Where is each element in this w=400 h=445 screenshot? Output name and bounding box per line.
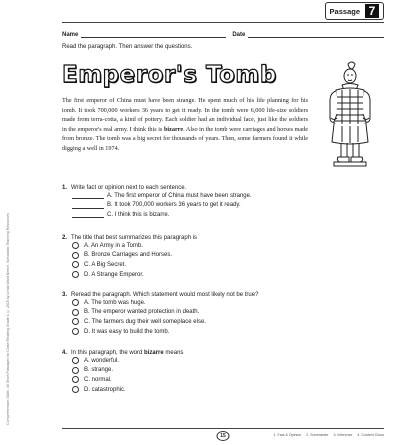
question-number: 1. — [62, 185, 68, 191]
skill-label: 4. Context Clues — [357, 433, 384, 437]
answer-option[interactable] — [72, 317, 384, 327]
passage-line: individual face, just like the soldiers in the emperor's real army. — [62, 116, 309, 133]
skills-list — [270, 433, 385, 437]
answer-option[interactable] — [72, 298, 384, 308]
question-number: 3. — [62, 292, 68, 298]
option-text: A. The first emperor of China must have been strange. — [107, 192, 252, 199]
date-blank[interactable] — [248, 31, 384, 38]
page-number: 15 — [217, 431, 230, 441]
option-text: B. Bronze Carriages and Horses. — [84, 252, 173, 259]
answer-blank[interactable] — [72, 202, 104, 209]
option-text: D. catastrophic. — [84, 386, 126, 393]
passage-number: 7 — [365, 4, 379, 18]
answer-option[interactable] — [72, 375, 384, 385]
passage-line: . Also in the tomb were carriages and horses — [183, 125, 293, 133]
passage-line: made from bronze. The tomb was a big secret for thousands of — [62, 125, 309, 143]
radio-button[interactable] — [72, 299, 79, 306]
passage-line: much of his life planning for his tomb. It took 700,000 workers — [62, 97, 308, 114]
answer-option[interactable] — [72, 270, 384, 280]
answer-option[interactable] — [72, 251, 384, 261]
question-stem: means — [163, 350, 184, 356]
header-rule — [62, 22, 384, 23]
page-footer — [62, 428, 384, 440]
name-label: Name — [62, 32, 79, 38]
radio-button[interactable] — [72, 309, 79, 316]
question-1 — [62, 185, 384, 220]
question-3 — [62, 292, 384, 336]
bold-word-bizarre: bizarre — [163, 125, 184, 133]
option-text: B. strange. — [84, 367, 114, 374]
passage-line: made from terra-cotta, a kind of pottery. Each soldier had an — [62, 116, 215, 124]
question-4 — [62, 350, 384, 394]
radio-button[interactable] — [72, 242, 79, 249]
skill-label: 3. Inference — [333, 433, 353, 437]
question-stem: Reread the paragraph. Which statement would most likely not be true? — [71, 292, 259, 298]
answer-option — [72, 201, 384, 211]
answer-option[interactable] — [72, 241, 384, 251]
radio-button[interactable] — [72, 318, 79, 325]
question-number: 2. — [62, 235, 68, 241]
skill-label: 2. Summarize — [306, 433, 329, 437]
passage-line: 36 years to get it ready. In the tomb were 6,000 life-size soldiers — [141, 106, 308, 114]
radio-button[interactable] — [72, 357, 79, 364]
radio-button[interactable] — [72, 376, 79, 383]
passage-line: years. Then, some farmers found it while digging a well in 1974. — [62, 135, 308, 152]
radio-button[interactable] — [72, 252, 79, 259]
radio-button[interactable] — [72, 261, 79, 268]
passage-paragraph — [62, 96, 308, 154]
answer-blank[interactable] — [72, 211, 104, 218]
terracotta-soldier-illustration — [322, 60, 378, 168]
radio-button[interactable] — [72, 386, 79, 393]
option-text: A. The tomb was huge. — [84, 299, 146, 306]
question-2 — [62, 235, 384, 279]
passage-line: The first emperor of China must have been strange. He spent — [62, 97, 221, 104]
option-text: D. It was easy to build the tomb. — [84, 328, 170, 335]
question-stem: Write fact or opinion next to each sentence. — [71, 185, 187, 191]
passage-tab — [325, 2, 384, 20]
radio-button[interactable] — [72, 367, 79, 374]
answer-option[interactable] — [72, 366, 384, 376]
bold-word-bizarre: bizarre — [144, 350, 164, 356]
question-stem: The title that best summarizes this paragraph is — [71, 235, 198, 241]
date-label: Date — [232, 32, 246, 38]
radio-button[interactable] — [72, 271, 79, 278]
option-text: D. A Strange Emperor. — [84, 271, 144, 278]
answer-option[interactable] — [72, 327, 384, 337]
name-date-row — [62, 31, 384, 38]
option-text: A. wonderful. — [84, 357, 120, 364]
side-copyright — [3, 150, 13, 425]
answer-option[interactable] — [72, 308, 384, 318]
passage-line: I think this is — [129, 125, 164, 133]
option-text: C. The farmers dug their well someplace else. — [84, 318, 206, 325]
option-text: C. normal. — [84, 376, 112, 383]
name-blank[interactable] — [81, 31, 226, 38]
answer-option[interactable] — [72, 260, 384, 270]
answer-blank[interactable] — [72, 192, 104, 199]
side-copyright-text: Comprehension Skills: 40 Short Passages for Close Reading Grade 1 © 2015 by Linda Ward Beech, Scholastic Teaching Resources — [6, 213, 10, 425]
instructions: Read the paragraph. Then answer the questions. — [62, 44, 193, 50]
answer-option[interactable] — [72, 385, 384, 395]
skill-label: 1. Fact & Opinion — [273, 433, 302, 437]
answer-option — [72, 210, 384, 220]
page-title: Emperor's Tomb — [62, 62, 277, 88]
question-stem: In this paragraph, the word — [71, 350, 145, 356]
question-number: 4. — [62, 350, 68, 356]
option-text: B. The emperor wanted protection in death. — [84, 309, 200, 316]
answer-option — [72, 191, 384, 201]
passage-label: Passage — [329, 6, 360, 16]
option-text: A. An Army in a Tomb. — [84, 242, 143, 249]
answer-option[interactable] — [72, 356, 384, 366]
option-text: B. It took 700,000 workers 36 years to get it ready. — [107, 202, 241, 209]
option-text: C. I think this is bizarre. — [107, 211, 170, 218]
radio-button[interactable] — [72, 328, 79, 335]
option-text: C. A Big Secret. — [84, 261, 127, 268]
